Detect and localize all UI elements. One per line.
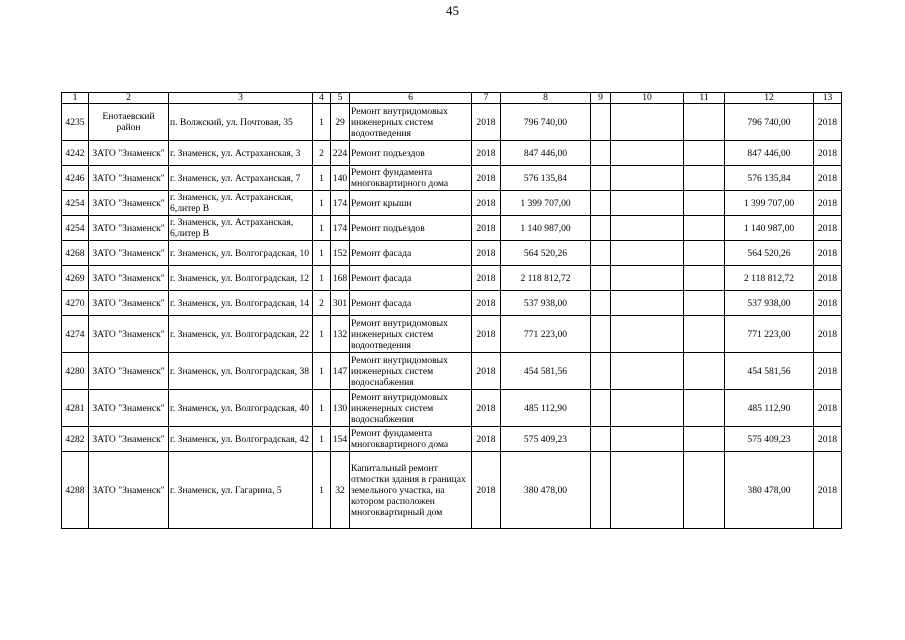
row-year: 2018: [472, 241, 501, 266]
row-col12-cost: 1 140 987,00: [725, 216, 814, 241]
table-row: [62, 104, 842, 141]
row-col10: [611, 390, 684, 427]
row-col9: [591, 104, 611, 141]
row-year: 2018: [472, 104, 501, 141]
row-col12-cost: 564 520,26: [725, 241, 814, 266]
col-header: 8: [501, 93, 591, 104]
page-number: 45: [446, 3, 459, 18]
row-district: ЗАТО "Знаменск": [89, 291, 169, 316]
row-col12-cost: 576 135,84: [725, 166, 814, 191]
row-col12-cost: 380 478,00: [725, 452, 814, 529]
row-work-type: Ремонт фасада: [350, 291, 472, 316]
row-col11: [684, 390, 725, 427]
row-district: ЗАТО "Знаменск": [89, 191, 169, 216]
row-year: 2018: [472, 427, 501, 452]
row-total-cost: 796 740,00: [501, 104, 591, 141]
row-col12-cost: 796 740,00: [725, 104, 814, 141]
row-address: г. Знаменск, ул. Волгоградская, 14: [169, 291, 313, 316]
row-apartments: 152: [331, 241, 350, 266]
row-entrances: 1: [313, 266, 331, 291]
row-entrances: 1: [313, 353, 331, 390]
row-col13-year: 2018: [814, 104, 842, 141]
row-col10: [611, 191, 684, 216]
table-row: [62, 316, 842, 353]
row-year: 2018: [472, 266, 501, 291]
table-row: [62, 141, 842, 166]
row-col12-cost: 847 446,00: [725, 141, 814, 166]
row-district: ЗАТО "Знаменск": [89, 316, 169, 353]
row-col11: [684, 316, 725, 353]
row-district: ЗАТО "Знаменск": [89, 166, 169, 191]
row-col10: [611, 216, 684, 241]
row-col13-year: 2018: [814, 353, 842, 390]
table-row: [62, 291, 842, 316]
row-col13-year: 2018: [814, 390, 842, 427]
row-col13-year: 2018: [814, 291, 842, 316]
row-col12-cost: 2 118 812,72: [725, 266, 814, 291]
row-work-type: Ремонт фасада: [350, 241, 472, 266]
row-col12-cost: 485 112,90: [725, 390, 814, 427]
row-apartments: 29: [331, 104, 350, 141]
row-work-type: Ремонт внутридомовых инженерных систем водоснабжения: [350, 353, 472, 390]
col-header: 3: [169, 93, 313, 104]
row-district: ЗАТО "Знаменск": [89, 452, 169, 529]
row-id: 4254: [62, 216, 89, 241]
table-row: [62, 390, 842, 427]
row-col11: [684, 266, 725, 291]
row-district: Енотаевский район: [89, 104, 169, 141]
row-col9: [591, 353, 611, 390]
row-entrances: 1: [313, 390, 331, 427]
row-id: 4270: [62, 291, 89, 316]
table-row: [62, 452, 842, 529]
row-apartments: 132: [331, 316, 350, 353]
row-entrances: 1: [313, 241, 331, 266]
row-year: 2018: [472, 141, 501, 166]
row-col11: [684, 241, 725, 266]
table-row: [62, 216, 842, 241]
row-apartments: 147: [331, 353, 350, 390]
row-address: г. Знаменск, ул. Волгоградская, 22: [169, 316, 313, 353]
row-address: г. Знаменск, ул. Волгоградская, 40: [169, 390, 313, 427]
repair-program-table: [61, 92, 842, 529]
row-total-cost: 847 446,00: [501, 141, 591, 166]
row-total-cost: 380 478,00: [501, 452, 591, 529]
row-entrances: 1: [313, 427, 331, 452]
row-address: г. Знаменск, ул. Волгоградская, 38: [169, 353, 313, 390]
row-apartments: 154: [331, 427, 350, 452]
row-apartments: 32: [331, 452, 350, 529]
col-header: 5: [331, 93, 350, 104]
row-col13-year: 2018: [814, 452, 842, 529]
row-col9: [591, 427, 611, 452]
row-col12-cost: 1 399 707,00: [725, 191, 814, 216]
row-col11: [684, 104, 725, 141]
row-col12-cost: 537 938,00: [725, 291, 814, 316]
row-entrances: 1: [313, 104, 331, 141]
row-total-cost: 575 409,23: [501, 427, 591, 452]
row-total-cost: 2 118 812,72: [501, 266, 591, 291]
row-col10: [611, 241, 684, 266]
col-header: 9: [591, 93, 611, 104]
row-col11: [684, 141, 725, 166]
row-col11: [684, 353, 725, 390]
row-work-type: Ремонт фундамента многоквартирного дома: [350, 166, 472, 191]
row-col11: [684, 427, 725, 452]
row-work-type: Ремонт фасада: [350, 266, 472, 291]
row-col12-cost: 454 581,56: [725, 353, 814, 390]
row-col9: [591, 291, 611, 316]
row-total-cost: 576 135,84: [501, 166, 591, 191]
row-district: ЗАТО "Знаменск": [89, 390, 169, 427]
row-col11: [684, 191, 725, 216]
row-id: 4280: [62, 353, 89, 390]
row-col13-year: 2018: [814, 427, 842, 452]
row-id: 4254: [62, 191, 89, 216]
row-work-type: Ремонт внутридомовых инженерных систем водоснабжения: [350, 390, 472, 427]
row-address: г. Знаменск, ул. Астраханская, 3: [169, 141, 313, 166]
row-entrances: 1: [313, 191, 331, 216]
row-id: 4281: [62, 390, 89, 427]
row-year: 2018: [472, 291, 501, 316]
row-address: г. Знаменск, ул. Гагарина, 5: [169, 452, 313, 529]
row-col12-cost: 771 223,00: [725, 316, 814, 353]
row-col13-year: 2018: [814, 241, 842, 266]
row-id: 4268: [62, 241, 89, 266]
row-total-cost: 485 112,90: [501, 390, 591, 427]
row-address: г. Знаменск, ул. Волгоградская, 42: [169, 427, 313, 452]
table-row: [62, 353, 842, 390]
col-header: 12: [725, 93, 814, 104]
col-header: 4: [313, 93, 331, 104]
row-apartments: 130: [331, 390, 350, 427]
row-id: 4242: [62, 141, 89, 166]
table-row: [62, 241, 842, 266]
row-total-cost: 1 140 987,00: [501, 216, 591, 241]
row-apartments: 174: [331, 216, 350, 241]
row-year: 2018: [472, 166, 501, 191]
row-district: ЗАТО "Знаменск": [89, 266, 169, 291]
row-col10: [611, 141, 684, 166]
col-header: 10: [611, 93, 684, 104]
row-work-type: Ремонт подъездов: [350, 216, 472, 241]
row-entrances: 1: [313, 316, 331, 353]
col-header: 13: [814, 93, 842, 104]
row-col9: [591, 452, 611, 529]
row-apartments: 224: [331, 141, 350, 166]
row-col9: [591, 141, 611, 166]
row-work-type: Ремонт внутридомовых инженерных систем водоотведения: [350, 104, 472, 141]
row-col13-year: 2018: [814, 266, 842, 291]
row-id: 4288: [62, 452, 89, 529]
row-total-cost: 454 581,56: [501, 353, 591, 390]
row-district: ЗАТО "Знаменск": [89, 216, 169, 241]
table-row: [62, 191, 842, 216]
row-col10: [611, 291, 684, 316]
row-col10: [611, 452, 684, 529]
row-total-cost: 771 223,00: [501, 316, 591, 353]
col-header: 6: [350, 93, 472, 104]
row-col13-year: 2018: [814, 166, 842, 191]
row-apartments: 174: [331, 191, 350, 216]
row-col9: [591, 191, 611, 216]
row-col11: [684, 452, 725, 529]
col-header: 1: [62, 93, 89, 104]
col-header: 11: [684, 93, 725, 104]
row-col10: [611, 316, 684, 353]
row-work-type: Ремонт фундамента многоквартирного дома: [350, 427, 472, 452]
row-id: 4282: [62, 427, 89, 452]
row-col13-year: 2018: [814, 216, 842, 241]
row-id: 4274: [62, 316, 89, 353]
row-col9: [591, 316, 611, 353]
row-work-type: Ремонт крыши: [350, 191, 472, 216]
row-district: ЗАТО "Знаменск": [89, 353, 169, 390]
row-col10: [611, 353, 684, 390]
col-header: 7: [472, 93, 501, 104]
row-address: г. Знаменск, ул. Астраханская, 7: [169, 166, 313, 191]
row-total-cost: 1 399 707,00: [501, 191, 591, 216]
row-apartments: 140: [331, 166, 350, 191]
row-year: 2018: [472, 316, 501, 353]
row-year: 2018: [472, 191, 501, 216]
row-apartments: 301: [331, 291, 350, 316]
row-col9: [591, 241, 611, 266]
row-address: г. Знаменск, ул. Волгоградская, 10: [169, 241, 313, 266]
row-col9: [591, 216, 611, 241]
row-district: ЗАТО "Знаменск": [89, 141, 169, 166]
table-row: [62, 166, 842, 191]
column-number-header: [62, 93, 842, 104]
row-entrances: 2: [313, 291, 331, 316]
row-work-type: Ремонт внутридомовых инженерных систем водоотведения: [350, 316, 472, 353]
row-col9: [591, 166, 611, 191]
col-header: 2: [89, 93, 169, 104]
row-col10: [611, 266, 684, 291]
row-year: 2018: [472, 452, 501, 529]
row-entrances: 1: [313, 216, 331, 241]
row-id: 4246: [62, 166, 89, 191]
row-id: 4269: [62, 266, 89, 291]
row-col9: [591, 266, 611, 291]
row-col11: [684, 166, 725, 191]
row-work-type: Ремонт подъездов: [350, 141, 472, 166]
row-address: г. Знаменск, ул. Астраханская, 6,литер В: [169, 216, 313, 241]
row-total-cost: 564 520,26: [501, 241, 591, 266]
row-entrances: 2: [313, 141, 331, 166]
row-id: 4235: [62, 104, 89, 141]
row-address: г. Знаменск, ул. Волгоградская, 12: [169, 266, 313, 291]
row-total-cost: 537 938,00: [501, 291, 591, 316]
table-row: [62, 427, 842, 452]
row-col13-year: 2018: [814, 316, 842, 353]
row-entrances: 1: [313, 452, 331, 529]
row-col10: [611, 104, 684, 141]
row-col13-year: 2018: [814, 141, 842, 166]
row-work-type: Капитальный ремонт отмостки здания в границах земельного участка, на котором расположен многоквартирный дом: [350, 452, 472, 529]
row-year: 2018: [472, 216, 501, 241]
row-address: г. Знаменск, ул. Астраханская, 6,литер В: [169, 191, 313, 216]
row-year: 2018: [472, 353, 501, 390]
row-col9: [591, 390, 611, 427]
row-col11: [684, 216, 725, 241]
row-address: п. Волжский, ул. Почтовая, 35: [169, 104, 313, 141]
row-col10: [611, 166, 684, 191]
row-col12-cost: 575 409,23: [725, 427, 814, 452]
row-apartments: 168: [331, 266, 350, 291]
row-col13-year: 2018: [814, 191, 842, 216]
row-district: ЗАТО "Знаменск": [89, 241, 169, 266]
row-col10: [611, 427, 684, 452]
row-entrances: 1: [313, 166, 331, 191]
row-district: ЗАТО "Знаменск": [89, 427, 169, 452]
row-year: 2018: [472, 390, 501, 427]
table-row: [62, 266, 842, 291]
row-col11: [684, 291, 725, 316]
